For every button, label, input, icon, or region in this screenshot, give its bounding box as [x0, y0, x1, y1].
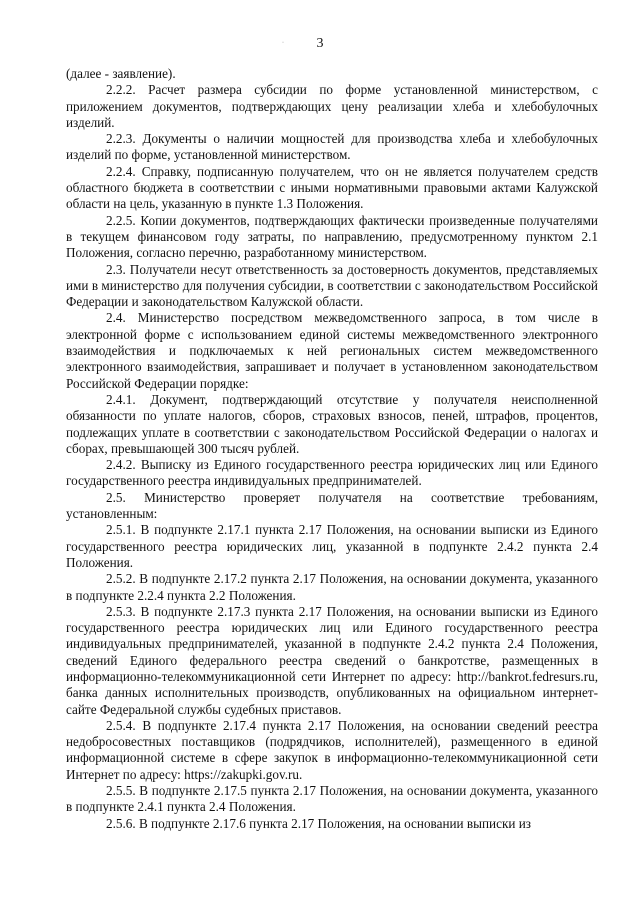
paragraph: 2.5.1. В подпункте 2.17.1 пункта 2.17 Положения, на основании выписки из Единого государственного реестра юридических лиц, указанной в подпункте 2.4.2 пункта 2.4 Положения. — [66, 522, 598, 570]
paragraph: 2.4.1. Документ, подтверждающий отсутствие у получателя неисполненной обязанности по уплате налогов, сборов, страховых взносов, пеней, штрафов, процентов, подлежащих уплате в соответствии с законодательством Российской Федерации о налогах и сборах, превышающей 300 тысяч рублей. — [66, 391, 598, 456]
document-body — [66, 66, 598, 832]
paragraph: 2.5.5. В подпункте 2.17.5 пункта 2.17 Положения, на основании документа, указанного в подпункте 2.4.1 пункта 2.4 Положения. — [66, 783, 598, 815]
paragraph: 2.5.6. В подпункте 2.17.6 пункта 2.17 Положения, на основании выписки из — [106, 815, 531, 831]
paragraph: 2.2.2. Расчет размера субсидии по форме установленной министерством, с приложением документов, подтверждающих цену реализации хлеба и хлебобулочных изделий. — [66, 82, 598, 130]
paragraph: 2.5. Министерство проверяет получателя на соответствие требованиям, установленным: — [66, 489, 598, 522]
paragraph: 2.5.4. В подпункте 2.17.4 пункта 2.17 Положения, на основании сведений реестра недобросовестных поставщиков (подрядчиков, исполнителей), размещенного в единой информационной системе в сфере закупок в информационно-телекоммуникационной сети Интернет по адресу: https://zakupki.gov.ru. — [66, 717, 598, 782]
scan-speck: · — [282, 40, 284, 46]
paragraph: 2.5.2. В подпункте 2.17.2 пункта 2.17 Положения, на основании документа, указанного в подпункте 2.2.4 пункта 2.2 Положения. — [66, 571, 598, 603]
paragraph: 2.5.3. В подпункте 2.17.3 пункта 2.17 Положения, на основании выписки из Единого государственного реестра юридических лиц или Единого государственного реестра индивидуальных предпринимателей, указанной в подпункте 2.4.2 пункта 2.4 Положения, сведений Единого федерального реестра сведений о банкротстве, размещенных в информационно-телекоммуникационной сети Интернет по адресу: http://bankrot.fedresurs.ru, банка данных исполнительных производств, опубликованных на официальном интернет-сайте Федеральной службы судебных приставов. — [66, 603, 598, 717]
paragraph: 2.4. Министерство посредством межведомственного запроса, в том числе в электронной форме с использованием единой системы межведомственного электронного взаимодействия и подключаемых к ней региональных систем межведомственного электронного взаимодействия, запрашивает и получает в установленном законодательством Российской Федерации порядке: — [66, 310, 598, 391]
paragraph: 2.3. Получатели несут ответственность за достоверность документов, представляемых ими в министерство для получения субсидии, в соответствии с законодательством Российской Федерации и законодательством Калужской области. — [66, 261, 598, 310]
paragraph: 2.4.2. Выписку из Единого государственного реестра юридических лиц или Единого государственного реестра индивидуальных предпринимателей. — [66, 457, 598, 489]
paragraph: 2.2.5. Копии документов, подтверждающих фактически произведенные получателями в текущем финансовом году затраты, по направлению, предусмотренному пунктом 2.1 Положения, согласно перечню, разработанному министерством. — [66, 212, 598, 261]
paragraph: 2.2.3. Документы о наличии мощностей для производства хлеба и хлебобулочных изделий по форме, установленной министерством. — [66, 131, 598, 163]
paragraph: 2.2.4. Справку, подписанную получателем, что он не является получателем средств областного бюджета в соответствии с иными нормативными правовыми актами Калужской области на цель, указанную в пункте 1.3 Положения. — [66, 163, 598, 212]
page-number: 3 — [316, 36, 324, 51]
paragraph: (далее - заявление). — [66, 66, 176, 81]
